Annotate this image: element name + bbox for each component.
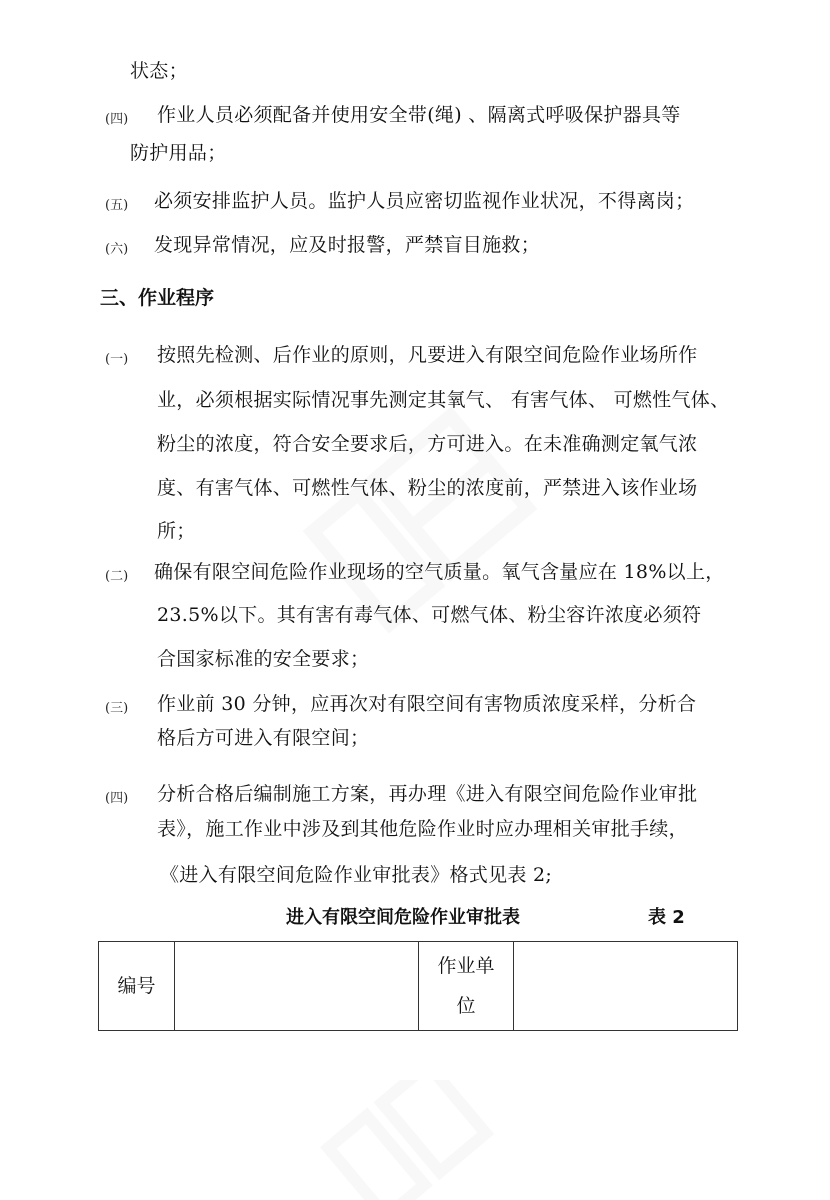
text-line: 业，必须根据实际情况事先测定其氧气、 有害气体、 可燃性气体、 [157, 389, 730, 411]
work-unit-label-line2: 位 [456, 995, 476, 1017]
text-line: 度、有害气体、可燃性气体、粉尘的浓度前，严禁进入该作业场 [157, 477, 698, 499]
text-line: 所； [157, 520, 196, 542]
text-line: 状态； [130, 60, 188, 82]
text-line: 作业前 30 分钟，应再次对有限空间有害物质浓度采样，分析合 [157, 693, 697, 715]
work-unit-label-cell [419, 942, 514, 1031]
number-label-cell: 编号 [99, 942, 175, 1031]
text-line: 必须安排监护人员。监护人员应密切监视作业状况，不得离岗； [154, 190, 695, 212]
list-marker: (五) [105, 198, 129, 213]
table-label: 表 2 [648, 907, 685, 928]
text-line: 23.5%以下。其有害有毒气体、可燃气体、粉尘容许浓度必须符 [157, 604, 702, 626]
text-line: 《进入有限空间危险作业审批表》格式见表 2; [160, 864, 553, 886]
text-line: 按照先检测、后作业的原则，凡要进入有限空间危险作业场所作 [157, 344, 698, 366]
list-marker: (二) [105, 569, 129, 584]
text-line: 粉尘的浓度，符合安全要求后，方可进入。在未准确测定氧气浓 [157, 433, 698, 455]
work-unit-label-line1: 作业单 [437, 955, 495, 977]
number-value-cell [175, 942, 419, 1031]
text-line: 分析合格后编制施工方案，再办理《进入有限空间危险作业审批 [157, 783, 698, 805]
text-line: 合国家标准的安全要求； [157, 648, 370, 670]
table-title: 进入有限空间危险作业审批表 [286, 907, 520, 928]
list-marker: (一) [105, 352, 129, 367]
section-heading: 三、作业程序 [100, 287, 215, 309]
text-line: 作业人员必须配备并使用安全带(绳) 、隔离式呼吸保护器具等 [157, 104, 681, 126]
text-line: 表》，施工作业中涉及到其他危险作业时应办理相关审批手续， [157, 818, 688, 840]
list-marker: (四) [105, 791, 129, 806]
text-line: 格后方可进入有限空间； [157, 727, 370, 749]
text-line: 确保有限空间危险作业现场的空气质量。氧气含量应在 18%以上， [154, 561, 725, 583]
watermark-stamp-bottom [300, 1080, 500, 1200]
list-marker: (六) [105, 242, 129, 257]
work-unit-value-cell [514, 942, 738, 1031]
list-marker: (四) [105, 112, 129, 127]
text-line: 防护用品； [130, 142, 227, 164]
list-marker: (三) [105, 701, 129, 716]
approval-form-table [98, 941, 738, 1031]
text-line: 发现异常情况，应及时报警，严禁盲目施救； [154, 234, 541, 256]
